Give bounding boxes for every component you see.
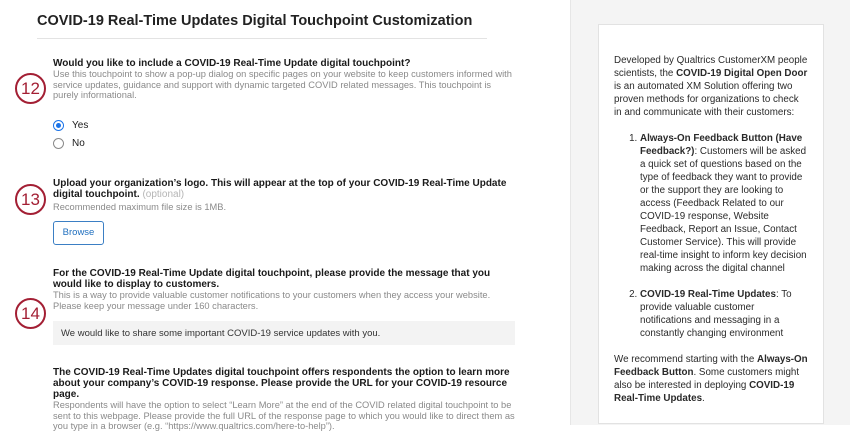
question-description: This is a way to provide valuable customer notifications to your customers when they access your website. Please keep your message under 160 characters.	[53, 290, 491, 311]
step-badge-12: 12	[15, 73, 46, 104]
page-title: COVID-19 Real-Time Updates Digital Touchpoint Customization	[37, 13, 473, 29]
question-heading	[53, 178, 515, 200]
info-card	[598, 24, 824, 424]
text-bold: Always-On Feedback Button	[614, 354, 808, 378]
outro-text	[614, 353, 808, 405]
item-text: : To provide valuable customer notifications and messaging in a constantly changing environment	[640, 289, 792, 339]
radio-checked-icon[interactable]	[53, 120, 64, 131]
heading-text: Upload your organization’s logo. This will appear at the top of your COVID-19 Real-Time Update digital touchpoint.	[53, 178, 507, 200]
text: .	[702, 393, 705, 404]
question-upload-logo	[53, 178, 515, 245]
optional-label: (optional)	[142, 189, 185, 200]
question-heading: For the COVID-19 Real-Time Update digital touchpoint, please provide the message that you would like to display to customers.	[53, 268, 491, 290]
text: We recommend starting with the	[614, 354, 758, 365]
text: . Some customers might also be interested in deploying	[614, 367, 800, 391]
question-description: Use this touchpoint to show a pop-up dialog on specific pages on your website to keep customers informed with service updates, guidance and support with dynamic targeted COVID related messages. This touchpoint is purely informational.	[53, 69, 512, 100]
text: is an automated XM Solution offering two proven methods for organizations to check in and communicate with their customers:	[614, 81, 799, 118]
radio-unchecked-icon[interactable]	[53, 138, 64, 149]
step-badge-13: 13	[15, 184, 46, 215]
text: Developed by Qualtrics CustomerXM people scientists, the	[614, 55, 808, 79]
question-resource-url	[53, 367, 515, 432]
list-item	[640, 132, 808, 275]
step-badge-14: 14	[15, 298, 46, 329]
question-heading: Would you like to include a COVID-19 Real-Time Update digital touchpoint?	[53, 58, 411, 69]
message-input[interactable]: We would like to share some important COVID-19 service updates with you.	[53, 321, 515, 345]
text-bold: COVID-19 Real-Time Updates	[614, 380, 795, 404]
list-item	[640, 288, 808, 340]
question-include-touchpoint	[53, 58, 515, 153]
item-text: : Customers will be asked a quick set of questions based on the type of feedback they want to provide or the support they are looking to access (Feedback Related to our COVID-19 response, Website Feedback, Report an Issue, Contact Customer Service). This will provide real-time insight to inform key decision making across the digital channel	[640, 146, 807, 274]
radio-no[interactable]	[53, 135, 515, 153]
item-title: COVID-19 Real-Time Updates	[640, 289, 776, 300]
radio-label: Yes	[72, 120, 89, 131]
question-description: Recommended maximum file size is 1MB.	[53, 202, 227, 212]
question-message	[53, 268, 515, 345]
divider	[37, 38, 487, 39]
methods-list	[640, 132, 808, 340]
radio-yes[interactable]	[53, 117, 515, 135]
text-bold: COVID-19 Digital Open Door	[676, 68, 808, 79]
browse-button[interactable]: Browse	[53, 221, 104, 245]
radio-label: No	[72, 138, 85, 149]
item-title: Always-On Feedback Button (Have Feedback?)	[640, 133, 803, 157]
question-heading: The COVID-19 Real-Time Updates digital touchpoint offers respondents the option to learn more about your company’s COVID-19 response. Please provide the URL for your COVID-19 resource page.	[53, 367, 510, 400]
info-sidebar	[570, 0, 850, 425]
question-description: Respondents will have the option to select “Learn More” at the end of the COVID related digital touchpoint to be sent to this webpage. Please provide the full URL of the response page to which you would like to direct them as you type in a browser (e.g. “https://www.qualtrics.com/here-to-help”).	[53, 400, 515, 431]
intro-text	[614, 54, 808, 119]
